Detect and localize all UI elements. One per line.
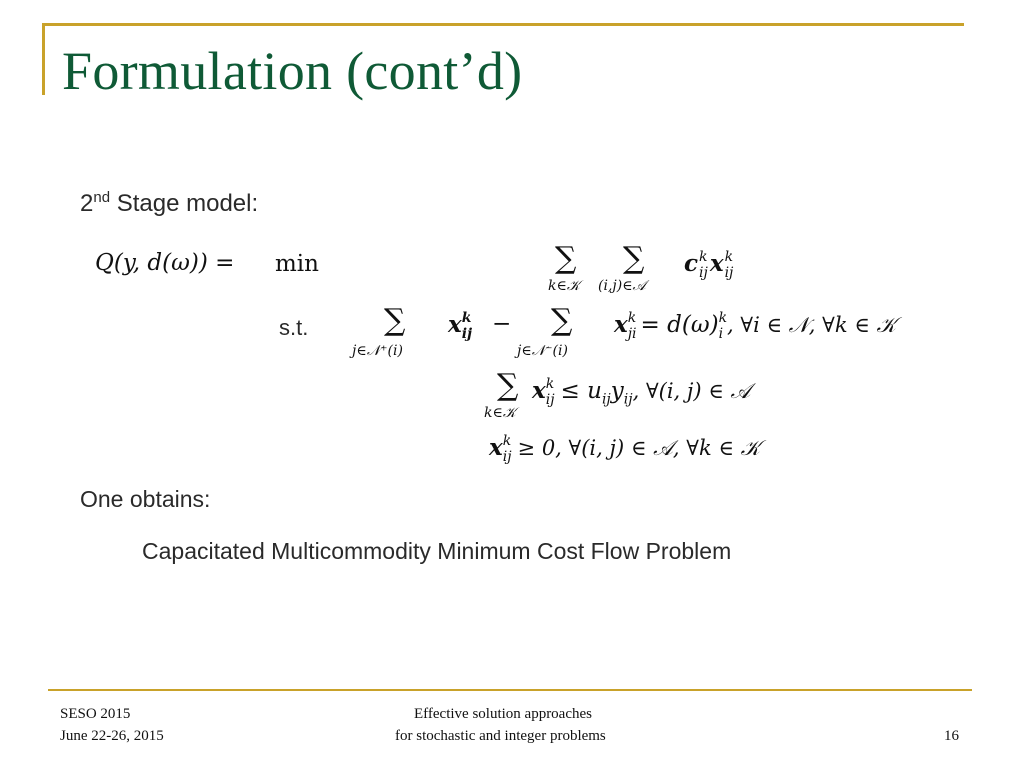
constraint1-flow-in-sub: ji [627,326,637,342]
objective-flow-sup: k [724,249,734,265]
constraint1-sum-in: ∑ [551,303,573,338]
constraint3-flow-sup: k [502,433,512,449]
footer-dates: June 22-26, 2015 [60,728,164,744]
constraint2-design-var: y [610,378,624,404]
constraint1-flow-in-sup: k [627,310,637,326]
objective-sum-k-index: k∈𝒦 [548,278,580,294]
min-label: min [275,251,319,277]
st-label: s.t. [279,315,309,340]
constraint2-capacity: ≤ u [560,378,602,404]
stage-label-sup: nd [93,189,111,206]
constraint1-flow-out-sub: ij [461,326,473,342]
constraint1-demand-sup: k [718,310,728,326]
constraint3-flow-symbol: x [489,434,503,461]
constraint3-body [489,434,760,464]
constraint1-sum-out-index: j∈𝒩⁺(i) [352,343,403,359]
objective-sum-arcs: ∑ [623,241,645,276]
objective-sum-k: ∑ [555,241,577,276]
constraint3-flow-sub: ij [502,449,512,465]
stage-label-number: 2 [80,190,94,217]
slide-title: Formulation (cont’d) [62,41,523,101]
constraint2-body [532,377,750,408]
constraint1-rhs [614,311,896,341]
constraint1-flow-out [448,311,472,341]
top-rule [42,23,964,26]
result-label: Capacitated Multicommodity Minimum Cost Flow Problem [142,538,732,564]
objective-cost-term [684,250,733,280]
stage-label [80,189,258,218]
left-rule [42,23,45,95]
constraint1-quantifier: , ∀i ∈ 𝒩, ∀k ∈ 𝒦 [727,313,896,337]
constraint2-sum-index: k∈𝒦 [484,405,516,421]
objective-cost-sup: k [699,249,708,265]
constraint1-flow-out-symbol: x [448,311,462,338]
constraint1-flow-out-sup: k [461,310,472,326]
footer-conference: SESO 2015 [60,706,131,722]
objective-flow-symbol: x [709,250,724,277]
constraint2-capacity-sub: ij [601,391,611,408]
stage-label-text: Stage model: [110,190,259,217]
objective-cost-sub: ij [699,265,708,281]
formula-lhs: Q(y, d(ω)) = [95,250,235,276]
constraint1-minus: − [492,311,512,337]
constraint2-flow-sub: ij [545,392,555,408]
footer-topic-line1: Effective solution approaches [414,706,592,722]
objective-sum-arcs-index: (i,j)∈𝒜 [598,278,646,294]
constraint2-flow-symbol: x [532,377,546,404]
obtains-label: One obtains: [80,486,211,512]
footer-topic-line2: for stochastic and integer problems [395,728,606,744]
constraint2-sum: ∑ [497,368,519,403]
constraint2-quantifier: , ∀(i, j) ∈ 𝒜 [632,379,751,403]
objective-flow-sub: ij [724,265,734,281]
constraint1-demand: = d(ω) [640,312,719,338]
page-number: 16 [944,728,959,744]
constraint3-nonnegativity: ≥ 0, ∀(i, j) ∈ 𝒜, ∀k ∈ 𝒦 [517,436,761,460]
constraint2-flow-sup: k [545,376,555,392]
constraint1-flow-in-symbol: x [614,311,628,338]
constraint1-demand-sub: i [718,326,724,342]
constraint1-sum-out: ∑ [384,303,406,338]
constraint1-sum-in-index: j∈𝒩⁻(i) [517,343,568,359]
objective-cost-symbol: c [684,250,699,277]
constraint2-design-var-sub: ij [623,391,633,408]
footer-rule [48,689,972,691]
